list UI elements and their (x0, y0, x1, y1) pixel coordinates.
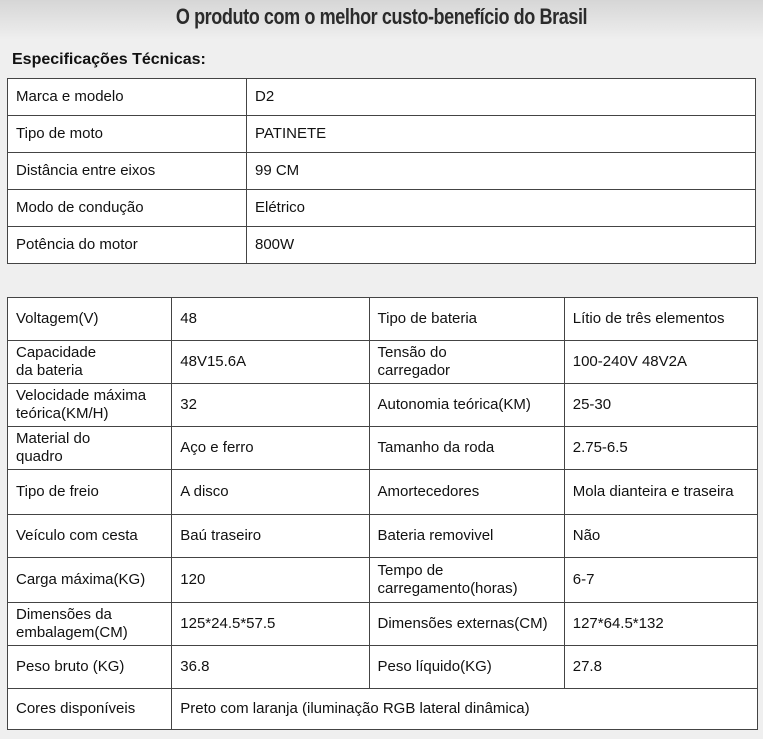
colors-label: Cores disponíveis (8, 689, 172, 730)
spec-label: Marca e modelo (8, 79, 247, 116)
detail-specs-table (7, 297, 758, 730)
detail-value: 48 (172, 298, 369, 341)
detail-label: Veículo com cesta (8, 515, 172, 558)
detail-label: Capacidade da bateria (8, 341, 172, 384)
section-title: Especificações Técnicas: (12, 51, 206, 68)
spec-row (8, 79, 756, 116)
detail-value: A disco (172, 470, 369, 515)
detail-label: Bateria removivel (369, 515, 564, 558)
spec-value: D2 (247, 79, 756, 116)
detail-value: 120 (172, 558, 369, 603)
detail-value: Lítio de três elementos (564, 298, 757, 341)
spec-value: PATINETE (247, 116, 756, 153)
detail-label: Tamanho da roda (369, 427, 564, 470)
detail-row (8, 515, 758, 558)
detail-value: Mola dianteira e traseira (564, 470, 757, 515)
spec-value: Elétrico (247, 190, 756, 227)
detail-label: Dimensões da embalagem(CM) (8, 603, 172, 646)
detail-label: Voltagem(V) (8, 298, 172, 341)
colors-row (8, 689, 758, 730)
basic-specs-table (7, 78, 756, 264)
detail-value: 27.8 (564, 646, 757, 689)
page-headline: O produto com o melhor custo-benefício do Brasil (175, 4, 588, 29)
detail-row (8, 384, 758, 427)
detail-label: Autonomia teórica(KM) (369, 384, 564, 427)
spec-row (8, 116, 756, 153)
detail-value: 36.8 (172, 646, 369, 689)
detail-value: 2.75-6.5 (564, 427, 757, 470)
detail-row (8, 646, 758, 689)
detail-value: 127*64.5*132 (564, 603, 757, 646)
spec-value: 99 CM (247, 153, 756, 190)
detail-value: Não (564, 515, 757, 558)
detail-row (8, 470, 758, 515)
detail-label: Velocidade máxima teórica(KM/H) (8, 384, 172, 427)
spec-label: Modo de condução (8, 190, 247, 227)
colors-value: Preto com laranja (iluminação RGB lateral dinâmica) (172, 689, 758, 730)
spec-value: 800W (247, 227, 756, 264)
spec-label: Tipo de moto (8, 116, 247, 153)
detail-value: 48V15.6A (172, 341, 369, 384)
detail-label: Material do quadro (8, 427, 172, 470)
detail-label: Tensão do carregador (369, 341, 564, 384)
detail-row (8, 341, 758, 384)
detail-label: Peso bruto (KG) (8, 646, 172, 689)
detail-value: 25-30 (564, 384, 757, 427)
spec-row (8, 190, 756, 227)
spec-label: Distância entre eixos (8, 153, 247, 190)
detail-value: 32 (172, 384, 369, 427)
detail-label: Tipo de bateria (369, 298, 564, 341)
detail-label: Dimensões externas(CM) (369, 603, 564, 646)
detail-row (8, 298, 758, 341)
detail-value: Baú traseiro (172, 515, 369, 558)
spec-row (8, 227, 756, 264)
detail-label: Carga máxima(KG) (8, 558, 172, 603)
detail-row (8, 427, 758, 470)
detail-label: Tempo de carregamento(horas) (369, 558, 564, 603)
detail-value: 100-240V 48V2A (564, 341, 757, 384)
detail-value: Aço e ferro (172, 427, 369, 470)
detail-label: Tipo de freio (8, 470, 172, 515)
detail-label: Amortecedores (369, 470, 564, 515)
detail-value: 125*24.5*57.5 (172, 603, 369, 646)
detail-row (8, 603, 758, 646)
detail-row (8, 558, 758, 603)
detail-label: Peso líquido(KG) (369, 646, 564, 689)
detail-value: 6-7 (564, 558, 757, 603)
spec-label: Potência do motor (8, 227, 247, 264)
spec-row (8, 153, 756, 190)
